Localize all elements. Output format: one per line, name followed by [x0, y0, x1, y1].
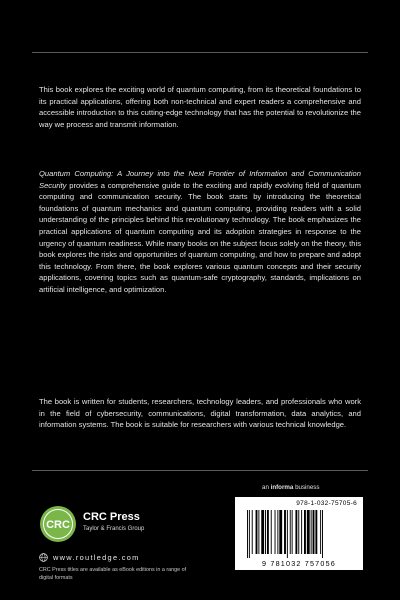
crc-press-logo-icon	[39, 505, 77, 543]
barcode-bar	[295, 510, 297, 554]
barcode-bar	[265, 510, 266, 554]
barcode-bar	[261, 510, 264, 554]
informa-prefix: an	[262, 484, 269, 491]
barcode-bar	[290, 510, 291, 554]
globe-icon	[39, 553, 48, 562]
blurb-paragraph-3: The book is written for students, researchers, technology leaders, and professionals who work in the field of cybersecurity, communications, digital transformation, data analytics, and information systems. The book is suitable for researchers with various technical knowledge.	[39, 397, 361, 430]
crc-logo-text: CRC	[46, 519, 70, 531]
isbn-number: 978-1-032-75705-6	[296, 500, 357, 507]
barcode-bar	[279, 510, 282, 554]
barcode-bars	[245, 510, 357, 558]
barcode-bar	[307, 510, 310, 554]
barcode-bar	[267, 510, 269, 554]
ebook-availability-note: CRC Press titles are available as eBook editions in a range of digital formats	[39, 567, 187, 581]
barcode-bar	[292, 510, 293, 554]
barcode-bar	[322, 510, 323, 558]
barcode-bar	[249, 510, 250, 558]
informa-business-tag	[262, 484, 319, 491]
blurb-paragraph-2-body: provides a comprehensive guide to the exciting and rapidly evolving field of quantum computing and communication security. The book starts by introducing the theoretical foundations of quantum mechanics and quantum computing, providing readers with a solid understanding of the principles behind this revolutionary technology. The book emphasizes the practical applications of quantum computing and its adoption strategies in response to the urgency of quantum readiness. While many books on the subject focus solely on the theory, this book explores the risks and opportunities of quantum computing, and how to prepare and adopt this technology. From there, the book explores various quantum concepts and their security applications, covering topics such as quantum-safe cryptography, standards, implications on artificial intelligence, and optimization.	[39, 180, 361, 294]
blurb-paragraph-1: This book explores the exciting world of quantum computing, from its theoretical foundations to its practical applications, offering both non-technical and expert readers a comprehensive and accessible introduction to this cutting-edge technology that has the potential to revolutionize the way we process and transmit information.	[39, 85, 361, 129]
barcode-bar	[311, 510, 312, 554]
book-title-italic: Quantum Computing: A Journey into the Next Frontier of Information and Communication Security	[39, 169, 361, 190]
barcode-bar	[258, 510, 259, 554]
blurb-paragraph-2	[39, 168, 361, 296]
barcode-bar	[271, 510, 272, 554]
barcode-bar	[320, 510, 321, 554]
informa-suffix: business	[295, 484, 320, 491]
website-link[interactable]: www.routledge.com	[53, 553, 140, 562]
barcode-bar	[301, 510, 302, 554]
barcode-bar	[315, 510, 317, 554]
barcode-bar	[304, 510, 306, 554]
isbn-barcode	[235, 497, 363, 570]
informa-brand: informa	[270, 484, 294, 491]
barcode-digits: 9 781032 757056	[262, 559, 336, 568]
barcode-bar	[313, 510, 315, 554]
publisher-block	[39, 505, 189, 545]
top-divider	[32, 52, 368, 53]
website-row	[39, 553, 199, 563]
barcode-bar	[256, 510, 258, 554]
barcode-bar	[284, 510, 286, 554]
bottom-divider	[32, 470, 368, 471]
barcode-bar	[275, 510, 276, 554]
barcode-bar	[252, 510, 253, 554]
barcode-bar	[287, 510, 288, 558]
publisher-group: Taylor & Francis Group	[83, 526, 145, 532]
barcode-bar	[247, 510, 248, 558]
barcode-bar	[277, 510, 278, 554]
publisher-name: CRC Press	[83, 511, 140, 523]
barcode-bar	[298, 510, 299, 554]
